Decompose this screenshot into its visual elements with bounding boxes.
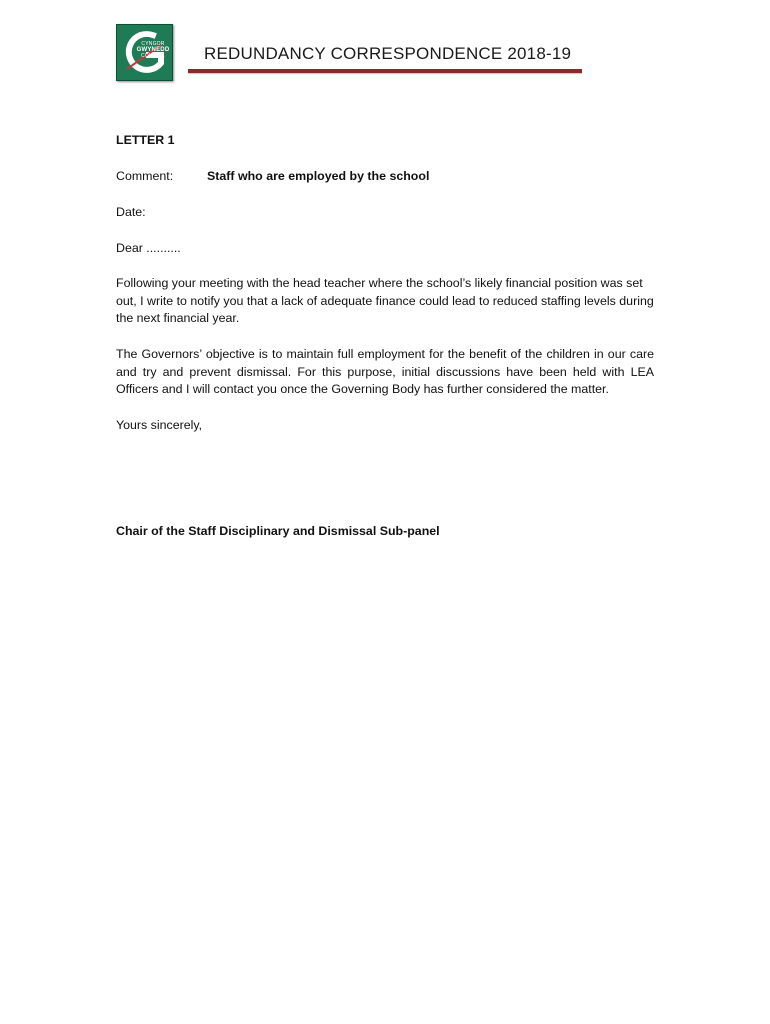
page-title: REDUNDANCY CORRESPONDENCE 2018-19 [204,44,572,63]
logo-text [133,41,173,59]
paragraph-1: Following your meeting with the head teacher where the school’s likely financial position was set out, I write to notify you that a lack of adequate finance could lead to reduced staffing levels during the next financial year. [116,276,654,326]
header-rule [188,69,582,73]
comment-row [116,168,654,186]
salutation: Dear .......... [116,240,181,255]
letter-label: LETTER 1 [116,133,175,147]
signature-space [116,452,654,523]
letter-body [116,132,654,541]
signatory: Chair of the Staff Disciplinary and Dismissal Sub-panel [116,524,440,539]
logo-text-line-3: COUNCIL [141,53,165,59]
comment-value: Staff who are employed by the school [207,169,430,183]
paragraph-2: The Governors’ objective is to maintain full employment for the benefit of the children in our care and try and prevent dismissal. For this purpose, initial discussions have been held with LEA Officers and I will contact you once the Governing Body has further considered the matter. [116,346,654,397]
comment-label: Comment: [116,169,174,183]
logo-text-line-1: CYNGOR [141,41,165,47]
closing: Yours sincerely, [116,417,203,432]
date-label: Date: [116,205,146,219]
logo-text-line-2: GWYNEDD [136,47,170,53]
gwynedd-council-logo [116,24,173,81]
